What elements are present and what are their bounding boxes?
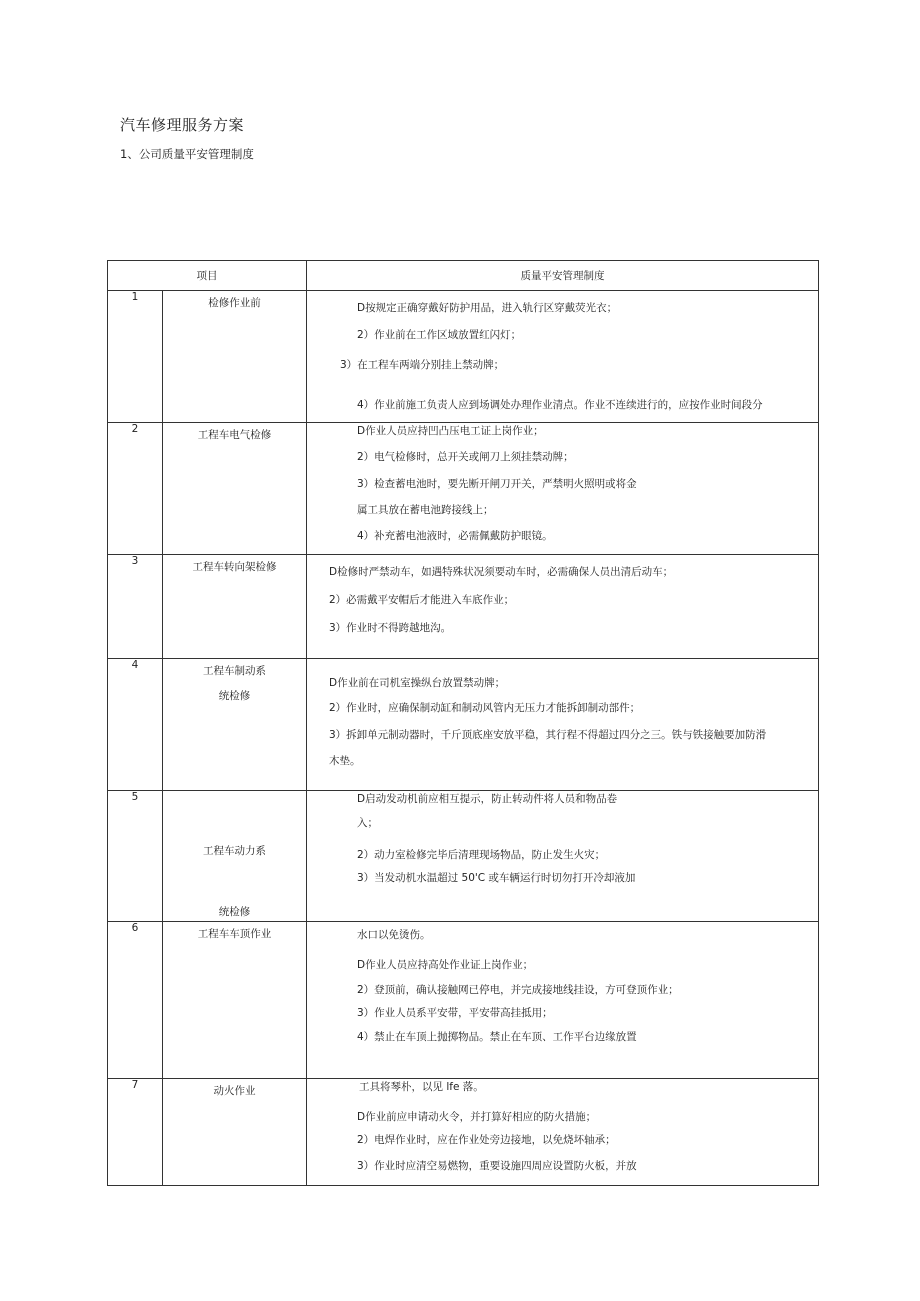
rule-line: 4）禁止在车顶上抛掷物品。禁止在车顶、工作平台边缘放置: [357, 1031, 637, 1043]
document-title: 汽车修理服务方案: [120, 116, 245, 134]
rule-line: 3）当发动机水温超过 50'C 或车辆运行时切勿打开冷却液加: [357, 872, 636, 884]
row-rules: [307, 1079, 819, 1186]
rule-line: D作业前应申请动火令，并打算好相应的防火措施；: [357, 1111, 597, 1123]
row-number: 2: [108, 423, 163, 555]
row-rules: [307, 555, 819, 659]
rule-line: 2）必需戴平安帽后才能进入车底作业；: [329, 594, 515, 606]
rule-line: D作业前在司机室操纵台放置禁动牌；: [329, 677, 506, 689]
row-number: 7: [108, 1079, 163, 1186]
rule-line: 3）作业时应清空易燃物，重要设施四周应设置防火板，并放: [357, 1160, 637, 1172]
row-number: 3: [108, 555, 163, 659]
rule-line: 2）登顶前，确认接触网已停电，并完成接地线挂设，方可登顶作业；: [357, 984, 679, 996]
rule-line: 工具将琴朴，以见 lfe 落。: [359, 1081, 484, 1093]
rule-line: 3）在工程车两端分别挂上禁动牌；: [340, 359, 505, 371]
rule-line: D启动发动机前应相互提示，防止转动件将人员和物品卷: [357, 793, 618, 805]
table-row: [108, 791, 819, 922]
rule-line: 4）作业前施工负责人应到场调处办理作业清点。作业不连续进行的，应按作业时间段分: [357, 399, 763, 411]
rule-line: 3）拆卸单元制动器时，千斤顶底座安放平稳，其行程不得超过四分之三。铁与铁接触要加防滑: [329, 729, 767, 741]
rule-line: 4）补充蓄电池液时，必需佩戴防护眼镜。: [357, 530, 553, 542]
table-row: [108, 423, 819, 555]
rule-line: D检修时严禁动车，如遇特殊状况须要动车时，必需确保人员出清后动车；: [329, 566, 674, 578]
rule-line: 3）检查蓄电池时，要先断开闸刀开关，严禁明火照明或将金: [357, 478, 637, 490]
table-row: [108, 922, 819, 1079]
row-number: 5: [108, 791, 163, 922]
rule-line: 3）作业人员系平安带，平安带高挂抵用；: [357, 1007, 553, 1019]
row-item-name: 检修作业前: [163, 291, 307, 423]
rule-line: 2）作业前在工作区域放置红闪灯；: [357, 329, 522, 341]
header-item: 项目: [108, 261, 307, 291]
rule-line: D按规定正确穿戴好防护用品，进入轨行区穿戴荧光衣；: [357, 302, 618, 314]
row-rules: [307, 791, 819, 922]
rule-line: D作业人员应持凹凸压电工证上岗作业；: [357, 425, 544, 437]
rule-line: 属工具放在蓄电池跨接线上；: [357, 504, 494, 516]
safety-rules-table: [107, 260, 819, 1186]
row-item-name: 工程车电气检修: [163, 423, 307, 555]
rule-line: 2）作业时，应确保制动缸和制动风管内无压力才能拆卸制动部件；: [329, 702, 641, 714]
rule-line: 3）作业时不得跨越地沟。: [329, 622, 452, 634]
row-rules: [307, 922, 819, 1079]
rule-line: 2）动力室检修完毕后清理现场物品，防止发生火灾；: [357, 849, 606, 861]
table-row: [108, 1079, 819, 1186]
header-rules: 质量平安管理制度: [307, 261, 819, 291]
rule-line: 入；: [357, 817, 378, 829]
row-number: 4: [108, 659, 163, 791]
table-row: [108, 555, 819, 659]
table-row: [108, 659, 819, 791]
row-number: 6: [108, 922, 163, 1079]
rule-line: 2）电焊作业时，应在作业处旁边接地，以免烧坏轴承；: [357, 1134, 616, 1146]
row-item-name: [163, 659, 307, 791]
row-item-name: 工程车车顶作业: [163, 922, 307, 1079]
row-item-name-line: 工程车制动系: [203, 665, 266, 677]
row-rules: [307, 423, 819, 555]
row-item-name: [163, 791, 307, 922]
row-number: 1: [108, 291, 163, 423]
row-item-name-line: 工程车动力系: [203, 845, 266, 857]
row-item-name: 动火作业: [163, 1079, 307, 1186]
row-item-name-line: 统检修: [218, 906, 251, 918]
rule-line: 水口以免烫伤。: [357, 929, 431, 941]
row-rules: [307, 291, 819, 423]
table-header-row: [108, 261, 819, 291]
row-rules: [307, 659, 819, 791]
document-subtitle: 1、公司质量平安管理制度: [120, 147, 254, 161]
rule-line: 2）电气检修时，总开关或闸刀上须挂禁动牌；: [357, 451, 574, 463]
row-item-name: 工程车转向架检修: [163, 555, 307, 659]
table-row: [108, 291, 819, 423]
rule-line: 木垫。: [329, 755, 361, 767]
row-item-name-line: 统检修: [218, 690, 251, 702]
rule-line: D作业人员应持高处作业证上岗作业；: [357, 959, 534, 971]
